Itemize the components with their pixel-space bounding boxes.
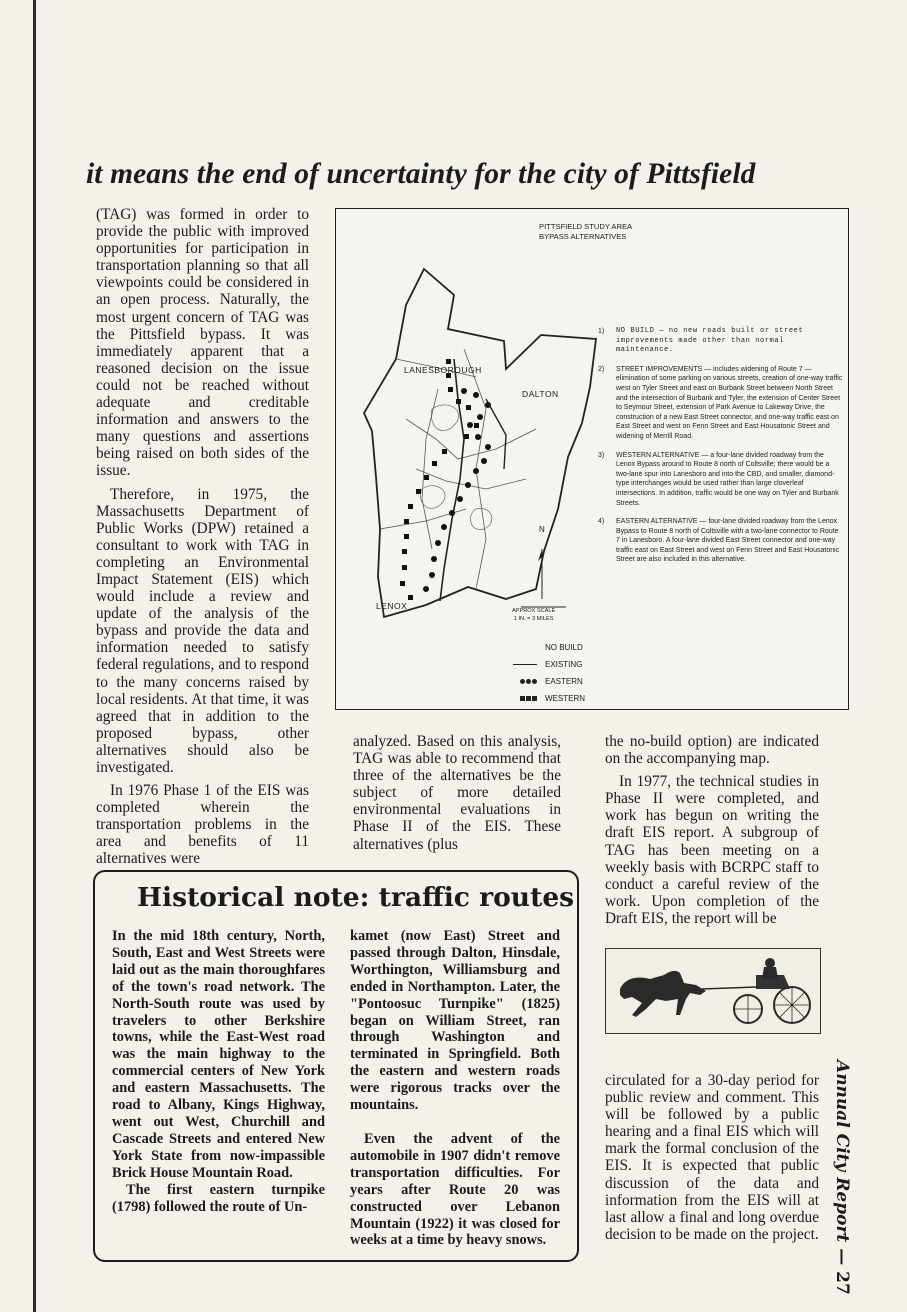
legend-western: WESTERN (501, 690, 585, 707)
map-legend (501, 639, 585, 707)
bypass-alternatives-map (335, 208, 849, 710)
existing-line-swatch (513, 664, 537, 666)
historical-note-title: Historical note: traffic routes (137, 882, 575, 913)
north-arrow-label: N (539, 525, 546, 534)
legend-eastern: EASTERN (501, 673, 585, 690)
map-title: PITTSFIELD STUDY AREA BYPASS ALTERNATIVES (539, 222, 633, 241)
paragraph: Therefore, in 1975, the Massachusetts Department of Public Works (DPW) retained a consultant to work with TAG in completing an Environmental Impact Statement (EIS) which would include a review and update of the analysis of the bypass and provide the data and information needed to satisfy federal regulations, and to respond to the many concerns raised by local residents. At that time, it was agreed that in addition to the proposed bypass, other alternatives should also be investigated. (96, 485, 309, 776)
town-label-dalton: DALTON (522, 389, 559, 399)
page-headline: it means the end of uncertainty for the city of Pittsfield (86, 158, 756, 190)
alternative-item: 4) EASTERN ALTERNATIVE — four-lane divided roadway from the Lenox Bypass to Route 8 north of Coltsville with a two-lane connector to Route 7 in Lanesboro. A four-lane divided East Street connector and one-way traffic east on East Street and west on Fenn Street and East Housatonic Street are also included in this alternative. (598, 518, 840, 564)
town-label-lenox: LENOX (376, 601, 408, 611)
paragraph: In the mid 18th century, North, South, East and West Streets were laid out as the main thoroughfares of the town's road network. The North-South route was used by travelers to other Berkshire towns, while the East-West road was the main highway to the commercial centers of New York and eastern Massachusetts. The road to Albany, Kings Highway, went out West, Churchill and Cascade Streets and entered New York State from now-impassible Brick House Mountain Road. (112, 928, 325, 1181)
page-number: 27 (832, 1271, 852, 1295)
town-label-lanesborough: LANESBOROUGH (404, 365, 482, 375)
horse-and-buggy-illustration (605, 948, 821, 1034)
alternative-item: 3) WESTERN ALTERNATIVE — a four-lane divided roadway from the Lenox Bypass around to Route 8 north of Coltsville; there would be a two-lane spur into Lanesboro and into the CBD, and smaller, diamond-type interchanges would be used rather than large cloverleaf intersections. In addition, traffic would be one way on Tyler and Burbank Streets. (598, 451, 839, 507)
paragraph: circulated for a 30-day period for public review and comment. This will be followed by a public hearing and a final EIS which will mark the formal conclusion of the EIS. It is expected that public discussion of the data and information from the EIS will at last allow a final and long overdue decision to be made on the project. (605, 1072, 819, 1243)
legend-existing: EXISTING (501, 656, 585, 673)
alternative-item: 1) NO BUILD — no new roads built or street improvements made other than normal maintenance. (598, 327, 804, 355)
page-edge-rule (33, 0, 36, 1312)
paragraph: Even the advent of the automobile in 1907 didn't remove transportation difficulties. For years after Route 20 was constructed over Lebanon Mountain (1922) it was closed for weeks at a time by heavy snows. (350, 1130, 560, 1249)
historical-note-column-1 (112, 928, 325, 1215)
paragraph: analyzed. Based on this analysis, TAG was able to recommend that three of the alternatives be the subject of more detailed environmental evaluations in Phase II of the EIS. These alternatives (plus (353, 733, 561, 853)
paragraph: In 1977, the technical studies in Phase II were completed, and work has begun on writing the draft EIS report. A subgroup of TAG has been meeting on a weekly basis with BCRPC staff to conduct a careful review of the work. Upon completion of the Draft EIS, the report will be (605, 773, 819, 927)
paragraph: (TAG) was formed in order to provide the public with improved opportunities for participation in transportation planning so that all viewpoints could be considered in an open process. Naturally, the most urgent concern of TAG was the Pittsfield bypass. It was immediately apparent that a reasoned decision on the issue could not be reached without adequate and creditable information and answers to the many questions and assertions being raised on both sides of the issue. (96, 206, 309, 480)
paragraph: In 1976 Phase 1 of the EIS was completed wherein the transportation problems in the area and benefits of 11 alternatives were (96, 782, 309, 868)
paragraph: the no-build option) are indicated on the accompanying map. (605, 733, 819, 768)
historical-note-column-2 (350, 928, 560, 1249)
alternatives-list (598, 327, 844, 574)
paragraph: The first eastern turnpike (1798) followed the route of Un- (112, 1181, 325, 1215)
legend-no-build: NO BUILD (545, 643, 583, 652)
article-column-3 (605, 733, 819, 927)
paragraph: kamet (now East) Street and passed through Dalton, Hinsdale, Worthington, Williamsburg and ended in Northampton. Later, the "Pontoosuc Turnpike" (1825) began on William Street, ran through Washington and terminated in Springfield. Both the eastern and western roads were rigorous tracks over the mountains. (350, 928, 560, 1114)
western-route-marks (400, 359, 479, 600)
alternative-item: 2) STREET IMPROVEMENTS — includes widening of Route 7 — elimination of some parking on various streets, creation of one-way traffic west on Tyler Street and east on Burbank Street between North Street and the intersection of Burbank and Tyler, the extension of Center Street to Seymour Street, extension of Park Avenue to Lakeway Drive, the construction of a new East Street connector, and one-way traffic east on East Street and west on Fenn Street and East Housatonic Street and widening of Merrill Road. (598, 365, 843, 440)
horse-buggy-graphic (606, 949, 818, 1031)
map-scale: APPROX SCALE 1 IN. = 3 MILES (512, 608, 556, 622)
article-column-1 (96, 206, 309, 868)
footer-label: Annual City Report — (832, 1060, 852, 1266)
article-column-2 (353, 733, 561, 853)
article-column-3-continued (605, 1072, 819, 1243)
page-footer (824, 1060, 852, 1295)
